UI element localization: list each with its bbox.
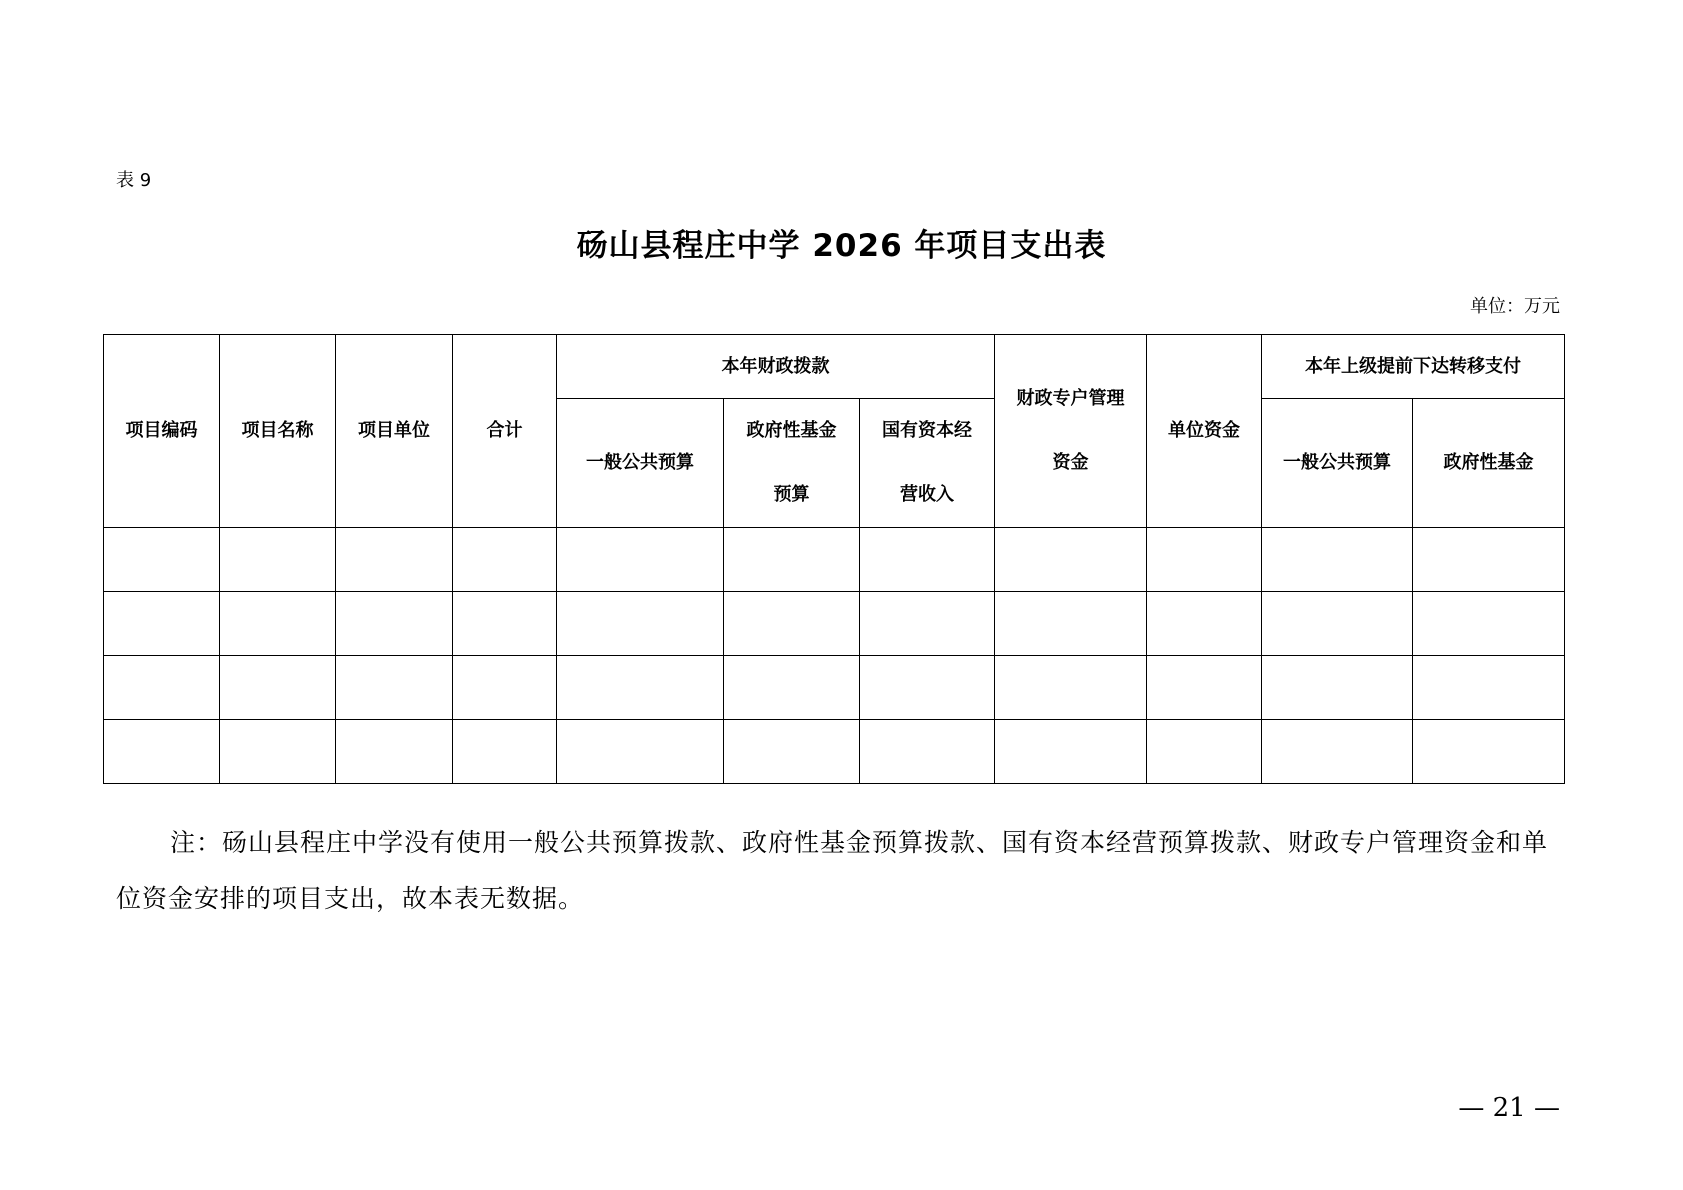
table-row: [104, 720, 1565, 784]
table-cell: [557, 528, 724, 592]
table-cell: [995, 720, 1147, 784]
table-cell: [220, 528, 336, 592]
table-cell: [1413, 592, 1565, 656]
table-cell: [557, 592, 724, 656]
table-cell: [860, 656, 995, 720]
header-fiscal-appropriation: 本年财政拨款: [557, 335, 995, 399]
table-cell: [724, 720, 860, 784]
table-cell: [557, 720, 724, 784]
table-cell: [336, 528, 453, 592]
table-cell: [104, 720, 220, 784]
table-cell: [860, 528, 995, 592]
header-gov-fund-budget: [724, 399, 860, 528]
table-cell: [1262, 528, 1413, 592]
header-gov-fund-line1: 政府性基金: [746, 420, 837, 441]
table-cell: [1262, 720, 1413, 784]
table-cell: [995, 528, 1147, 592]
unit-label: 单位：万元: [1470, 296, 1560, 317]
table-cell: [724, 528, 860, 592]
table-cell: [336, 656, 453, 720]
header-state-capital-line1: 国有资本经: [882, 420, 972, 441]
table-cell: [453, 528, 557, 592]
header-state-capital-line2: 营收入: [900, 484, 954, 505]
table-cell: [1147, 528, 1262, 592]
table-row: [104, 656, 1565, 720]
header-project-name: 项目名称: [220, 335, 336, 528]
table-cell: [453, 656, 557, 720]
table-cell: [1262, 592, 1413, 656]
page-title: 砀山县程庄中学 2026 年项目支出表: [576, 228, 1107, 264]
header-state-capital: [860, 399, 995, 528]
table-cell: [860, 720, 995, 784]
table-number-label: 表 9: [116, 170, 152, 191]
header-total: 合计: [453, 335, 557, 528]
page-number: — 21 —: [1458, 1093, 1560, 1123]
header-transfer-general-budget: 一般公共预算: [1262, 399, 1413, 528]
table-row: [104, 528, 1565, 592]
header-project-unit: 项目单位: [336, 335, 453, 528]
header-transfer-payment: 本年上级提前下达转移支付: [1262, 335, 1565, 399]
header-special-account-line2: 资金: [1052, 452, 1089, 473]
table-body: [104, 528, 1565, 784]
header-project-code: 项目编码: [104, 335, 220, 528]
table-cell: [557, 656, 724, 720]
header-transfer-gov-fund: 政府性基金: [1413, 399, 1565, 528]
header-unit-funds: 单位资金: [1147, 335, 1262, 528]
table-header: [104, 335, 1565, 528]
table-cell: [336, 720, 453, 784]
table-cell: [453, 592, 557, 656]
table-cell: [220, 656, 336, 720]
project-expenditure-table: [103, 334, 1565, 784]
table-cell: [995, 656, 1147, 720]
header-special-account-line1: 财政专户管理: [1016, 388, 1125, 409]
table-cell: [860, 592, 995, 656]
table-cell: [220, 720, 336, 784]
table-cell: [104, 656, 220, 720]
table-cell: [453, 720, 557, 784]
header-general-budget: 一般公共预算: [557, 399, 724, 528]
table-cell: [724, 592, 860, 656]
table-note: 注：砀山县程庄中学没有使用一般公共预算拨款、政府性基金预算拨款、国有资本经营预算拨款、财政专户管理资金和单位资金安排的项目支出，故本表无数据。: [116, 828, 1549, 913]
table-cell: [1147, 592, 1262, 656]
table-cell: [1147, 656, 1262, 720]
table-cell: [724, 656, 860, 720]
table-cell: [1413, 528, 1565, 592]
table-cell: [1413, 656, 1565, 720]
header-special-account: [995, 335, 1147, 528]
table-cell: [995, 592, 1147, 656]
table-cell: [336, 592, 453, 656]
table-cell: [1413, 720, 1565, 784]
table-cell: [1147, 720, 1262, 784]
table-cell: [220, 592, 336, 656]
table-row: [104, 592, 1565, 656]
header-gov-fund-line2: 预算: [773, 484, 810, 505]
table-cell: [1262, 656, 1413, 720]
table-cell: [104, 528, 220, 592]
table-cell: [104, 592, 220, 656]
